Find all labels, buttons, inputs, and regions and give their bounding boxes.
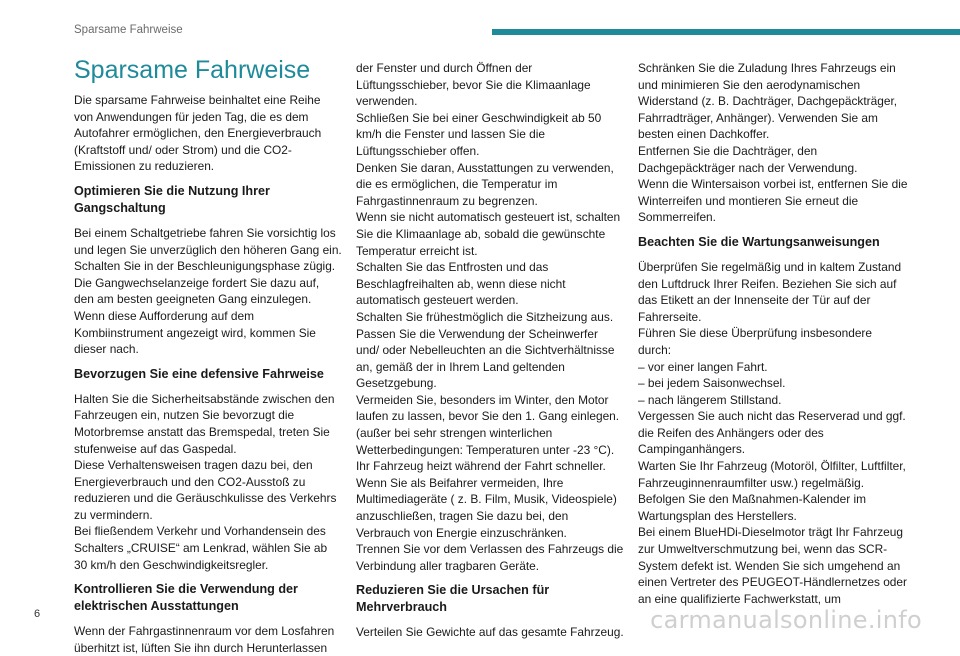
paragraph-klimaanlage: Wenn sie nicht automatisch gesteuert ist, schalten Sie die Klimaanlage ab, sobald die gewünschte Temperatur erreicht ist. <box>356 210 621 258</box>
paragraph-bluehdi: Bei einem BlueHDi-Dieselmotor trägt Ihr Fahrzeug zur Umweltverschmutzung bei, wenn das SCR-System defekt ist. Wenden Sie sich umgehend an einen Vertreter des PEUGEOT-Händlernetzes oder an eine qualifizierte Fachwerkstatt, um <box>638 525 907 606</box>
column-3 <box>638 60 908 607</box>
paragraph-sitzheizung: Schalten Sie frühestmöglich die Sitzheizung aus. <box>356 309 614 324</box>
paragraph-tragbare-geraete: Trennen Sie vor dem Verlassen des Fahrzeugs die Verbindung aller tragbaren Geräte. <box>356 542 624 573</box>
heading-wartungsanweisungen: Beachten Sie die Wartungsanweisungen <box>638 234 880 249</box>
paragraph-luftdruck: Überprüfen Sie regelmäßig und in kaltem Zustand den Luftdruck Ihrer Reifen. Beziehen Sie sich auf das Etikett an der Innenseite der Tür auf der Fahrerseite. <box>638 259 902 324</box>
paragraph-reifen: Wenn die Wintersaison vorbei ist, entfernen Sie die Winterreifen und montieren Sie erneut die Sommerreifen. <box>638 177 908 225</box>
watermark: carmanualsonline.info <box>650 606 922 634</box>
paragraph-scheinwerfer: Passen Sie die Verwendung der Scheinwerfer und/ oder Nebelleuchten an die Sichtverhältnisse an, gemäß der in Ihrem Land geltenden Gesetzgebung. <box>356 326 615 391</box>
paragraph-wartung: Warten Sie Ihr Fahrzeug (Motoröl, Ölfilter, Luftfilter, Fahrzeuginnenraumfilter usw.) regelmäßig. Befolgen Sie den Maßnahmen-Kalender im Wartungsplan des Herstellers. <box>638 459 906 523</box>
heading-mehrverbrauch: Reduzieren Sie die Ursachen für Mehrverbrauch <box>356 583 550 615</box>
page-number: 6 <box>34 608 41 620</box>
intro-paragraph: Die sparsame Fahrweise beinhaltet eine Reihe von Anwendungen für jeden Tag, die es dem Autofahrer ermöglichen, den Energieverbrauch (Kraftstoff und/ oder Strom) und die CO2-Emissionen zu reduzieren. <box>74 93 322 174</box>
list-item: – bei jedem Saisonwechsel. <box>638 376 786 391</box>
column-1 <box>74 56 342 656</box>
paragraph-elektrisch: Wenn der Fahrgastinnenraum vor dem Losfahren überhitzt ist, lüften Sie ihn durch Herunterlassen <box>74 624 335 655</box>
heading-defensive-fahrweise: Bevorzugen Sie eine defensive Fahrweise <box>74 366 324 381</box>
paragraph-gewichte: Verteilen Sie Gewichte auf das gesamte Fahrzeug. <box>356 625 624 640</box>
paragraph-defensiv-3: Bei fließendem Verkehr und Vorhandensein des Schalters „CRUISE“ am Lenkrad, wählen Sie ab 30 km/h den Geschwindigkeitsregler. <box>74 524 328 572</box>
paragraph-ueberpruefung: Führen Sie diese Überprüfung insbesondere durch: <box>638 326 872 357</box>
paragraph-defensiv-2: Diese Verhaltensweisen tragen dazu bei, den Energieverbrauch und den CO2-Ausstoß zu reduzieren und die Geräuschkulisse des Verkehrs zu vermindern. <box>74 458 337 522</box>
list-item: – nach längerem Stillstand. <box>638 392 782 407</box>
list-item: – vor einer langen Fahrt. <box>638 359 768 374</box>
heading-elektrische-ausstattungen: Kontrollieren Sie die Verwendung der elektrischen Ausstattungen <box>74 582 298 614</box>
paragraph-zuladung: Schränken Sie die Zuladung Ihres Fahrzeugs ein und minimieren Sie den aerodynamischen Widerstand (z. B. Dachträger, Dachgepäckträger, Fahrradträger, Anhänger). Verwenden Sie am besten einen Dachkoffer. <box>638 61 898 142</box>
heading-gangschaltung: Optimieren Sie die Nutzung Ihrer Gangschaltung <box>74 183 270 215</box>
paragraph-multimedia: Wenn Sie als Beifahrer vermeiden, Ihre Multimediageräte ( z. B. Film, Musik, Videospiele) anzuschließen, tragen Sie dazu bei, den Verbrauch von Energie einzuschränken. <box>356 475 617 540</box>
paragraph-lueftung: der Fenster und durch Öffnen der Lüftungsschieber, bevor Sie die Klimaanlage verwenden. <box>356 61 591 109</box>
paragraph-fenster: Schließen Sie bei einer Geschwindigkeit ab 50 km/h die Fenster und lassen Sie die Lüftungsschieber offen. <box>356 110 602 158</box>
paragraph-dachtraeger: Entfernen Sie die Dachträger, den Dachgepäckträger nach der Verwendung. <box>638 143 858 175</box>
paragraph-gangschaltung: Bei einem Schaltgetriebe fahren Sie vorsichtig los und legen Sie unverzüglich den höheren Gang ein. Schalten Sie in der Beschleunigungsphase zügig. Die Gangwechselanzeige fordert Sie dazu auf, den am besten geeigneten Gang einzulegen. Wenn diese Aufforderung auf dem Kombiinstrument angezeigt wird, kommen Sie dieser nach. <box>74 225 342 357</box>
column-2 <box>356 60 624 641</box>
paragraph-temperatur: Denken Sie daran, Ausstattungen zu verwenden, die es ermöglichen, die Temperatur im Fahrgastinnenraum zu begrenzen. <box>356 160 614 208</box>
page-title: Sparsame Fahrweise <box>74 56 311 84</box>
paragraph-entfrosten: Schalten Sie das Entfrosten und das Beschlagfreihalten ab, wenn diese nicht automatisch gesteuert werden. <box>356 260 566 308</box>
paragraph-reserverad: Vergessen Sie auch nicht das Reserverad und ggf. die Reifen des Anhängers oder des Campinganhängers. <box>638 409 906 457</box>
paragraph-defensiv-1: Halten Sie die Sicherheitsabstände zwischen den Fahrzeugen ein, nutzen Sie bevorzugt die Motorbremse anstatt das Bremspedal, treten Sie stufenweise auf das Gaspedal. <box>74 391 335 456</box>
running-head: Sparsame Fahrweise <box>74 24 183 36</box>
paragraph-winter: Vermeiden Sie, besonders im Winter, den Motor laufen zu lassen, bevor Sie den 1. Gang einlegen.(außer bei sehr strengen winterlichen Wetterbedingungen: Temperaturen unter -23 °C). Ihr Fahrzeug heizt während der Fahrt schneller. <box>356 392 620 474</box>
header-accent-bar <box>492 29 960 35</box>
